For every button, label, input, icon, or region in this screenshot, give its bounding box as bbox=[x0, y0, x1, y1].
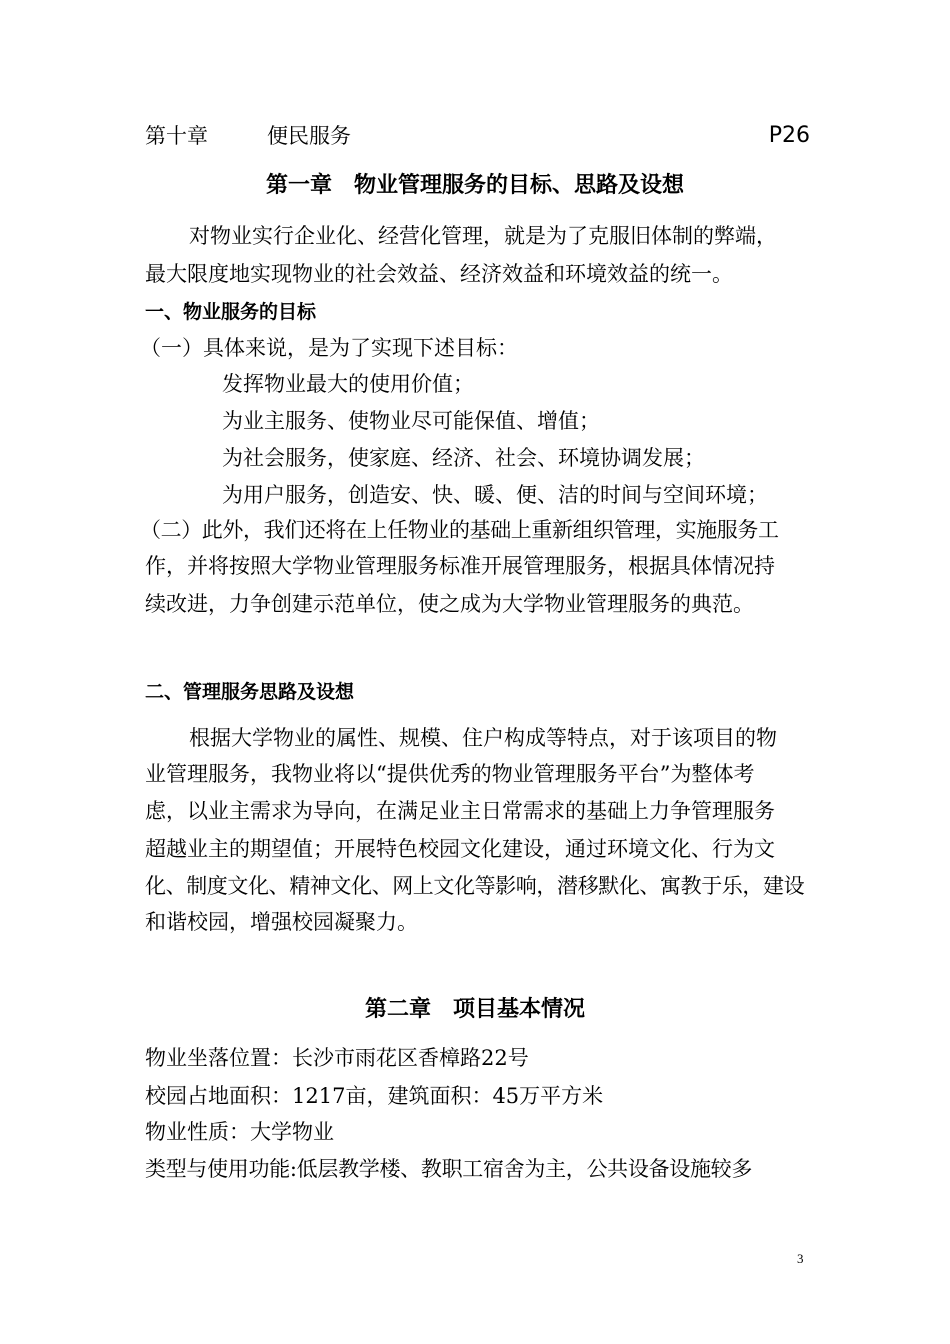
chapter-2-title: 第二章 项目基本情况 bbox=[364, 997, 585, 1022]
goal-item: 发挥物业最大的使用价值； bbox=[222, 372, 474, 396]
chapter-1-title: 第一章 物业管理服务的目标、思路及设想 bbox=[265, 173, 684, 198]
section-1-sub-1: （一）具体来说，是为了实现下述目标： bbox=[140, 336, 518, 360]
toc-chapter-title: 便民服务 bbox=[267, 124, 351, 148]
goal-item: 为用户服务，创造安、快、暖、便、洁的时间与空间环境； bbox=[222, 483, 768, 507]
section-2-body-line: 根据大学物业的属性、规模、住户构成等特点，对于该项目的物 bbox=[189, 726, 777, 750]
section-2-heading: 二、管理服务思路及设想 bbox=[145, 681, 355, 703]
section-1-sub-2-line-3: 续改进，力争创建示范单位，使之成为大学物业管理服务的典范。 bbox=[145, 592, 754, 616]
intro-line-1: 对物业实行企业化、经营化管理，就是为了克服旧体制的弊端， bbox=[189, 224, 777, 248]
section-1-sub-2-line-1: （二）此外，我们还将在上任物业的基础上重新组织管理，实施服务工 bbox=[140, 518, 779, 542]
section-2-body-line: 化、制度文化、精神文化、网上文化等影响，潜移默化、寓教于乐，建设 bbox=[145, 874, 805, 898]
toc-entry bbox=[145, 118, 810, 154]
toc-chapter-number: 第十章 bbox=[145, 124, 208, 148]
section-2-body-line: 虑，以业主需求为导向，在满足业主日常需求的基础上力争管理服务 bbox=[145, 799, 775, 823]
project-info-item: 校园占地面积：1217亩，建筑面积：45万平方米 bbox=[145, 1084, 604, 1108]
page-number: 3 bbox=[797, 1251, 804, 1266]
goal-item: 为社会服务，使家庭、经济、社会、环境协调发展； bbox=[222, 446, 705, 470]
project-info-item: 类型与使用功能:低层教学楼、教职工宿舍为主，公共设备设施较多 bbox=[145, 1157, 753, 1181]
section-1-heading: 一、物业服务的目标 bbox=[145, 301, 317, 323]
section-2-body-line: 业管理服务，我物业将以“提供优秀的物业管理服务平台”为整体考 bbox=[145, 762, 755, 786]
intro-line-2: 最大限度地实现物业的社会效益、经济效益和环境效益的统一。 bbox=[145, 262, 733, 286]
section-2-body-line: 和谐校园，增强校园凝聚力。 bbox=[145, 910, 418, 934]
project-info-item: 物业性质：大学物业 bbox=[145, 1120, 334, 1144]
goal-item: 为业主服务、使物业尽可能保值、增值； bbox=[222, 409, 600, 433]
project-info-item: 物业坐落位置：长沙市雨花区香樟路22号 bbox=[145, 1046, 529, 1070]
section-1-sub-2-line-2: 作，并将按照大学物业管理服务标准开展管理服务，根据具体情况持 bbox=[145, 554, 775, 578]
section-2-body-line: 超越业主的期望值；开展特色校园文化建设，通过环境文化、行为文 bbox=[145, 837, 775, 861]
toc-page-ref: P26 bbox=[768, 123, 810, 148]
